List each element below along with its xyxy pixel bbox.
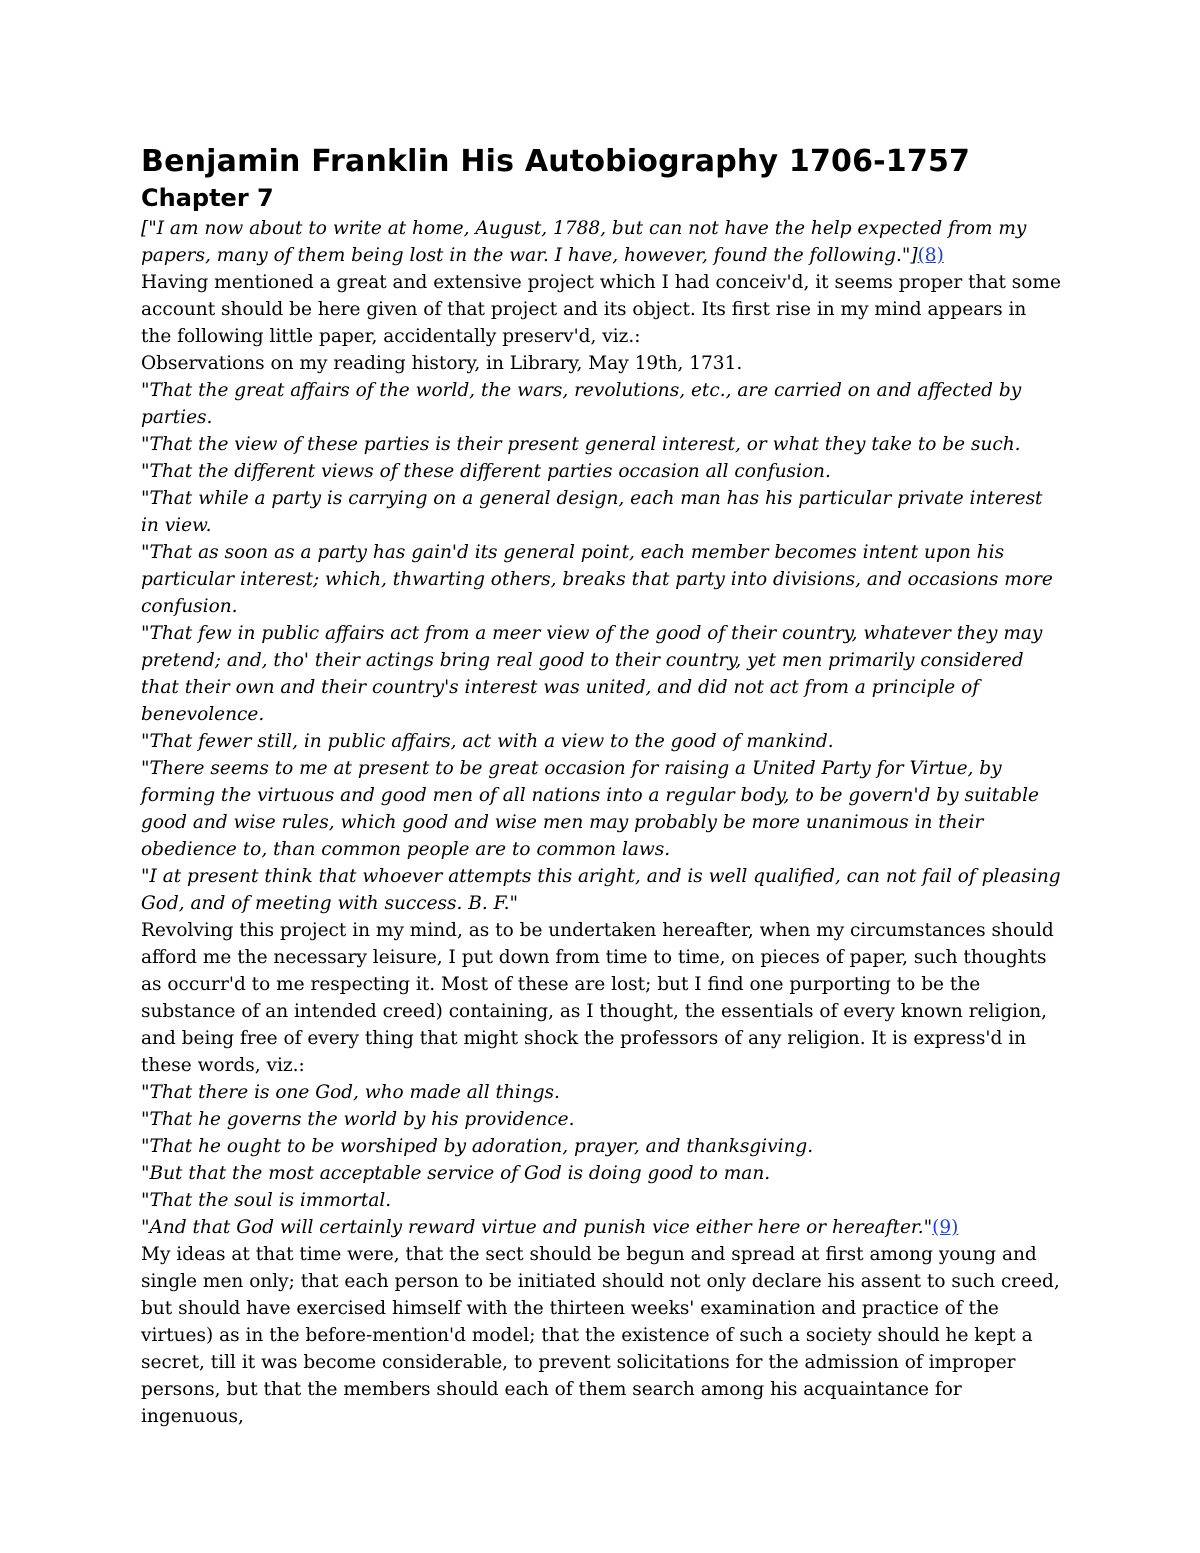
- creed-item: "That he governs the world by his providence.: [141, 1109, 575, 1130]
- paragraph: Having mentioned a great and extensive project which I had conceiv'd, it seems proper that some account should be here given of that project and its object. Its first rise in my mind appears in the following little paper, accidentally preserv'd, viz.:: [141, 272, 1061, 347]
- observation-item: "That the view of these parties is their present general interest, or what they take to be such.: [141, 434, 1021, 455]
- creed-item: "That he ought to be worshiped by adoration, prayer, and thanksgiving.: [141, 1136, 814, 1157]
- observation-item: "That as soon as a party has gain'd its general point, each member becomes intent upon his particular interest; which, thwarting others, breaks that party into divisions, and occasions more confusion.: [141, 542, 1053, 617]
- document-page: [141, 145, 1061, 1430]
- observation-item: "There seems to me at present to be great occasion for raising a United Party for Virtue, by forming the virtuous and good men of all nations into a regular body, to be govern'd by suitable good and wise rules, which good and wise men may probably be more unanimous in their obedience to, than common people are to common laws.: [141, 758, 1039, 860]
- observation-item: "I at present think that whoever attempts this aright, and is well qualified, can not fail of pleasing God, and of meeting with success. B. F.": [141, 866, 1061, 914]
- observation-item: "That few in public affairs act from a meer view of the good of their country, whatever they may pretend; and, tho' their actings bring real good to their country, yet men primarily considered that their own and their country's interest was united, and did not act from a principle of benevolence.: [141, 623, 1043, 725]
- creed-last-text: "And that God will certainly reward virtue and punish vice either here or hereafter.": [141, 1217, 933, 1238]
- creed-item: "That the soul is immortal.: [141, 1190, 392, 1211]
- creed-item: "That there is one God, who made all things.: [141, 1082, 560, 1103]
- intro-note: [141, 215, 1061, 269]
- paragraph: My ideas at that time were, that the sect should be begun and spread at first among young and single men only; that each person to be initiated should not only declare his assent to such creed, but should have exercised himself with the thirteen weeks' examination and practice of the virtues) as in the before-mention'd model; that the existence of such a society should he kept a secret, till it was become considerable, to prevent solicitations for the admission of improper persons, but that the members should each of them search among his acquaintance for ingenuous,: [141, 1244, 1060, 1427]
- document-body: [141, 215, 1061, 1430]
- chapter-heading: Chapter 7: [141, 184, 274, 212]
- observation-item: "That the different views of these different parties occasion all confusion.: [141, 461, 831, 482]
- document-title: Benjamin Franklin His Autobiography 1706-1757: [141, 144, 971, 179]
- intro-note-text: ["I am now about to write at home, August, 1788, but can not have the help expected from my papers, many of them being lost in the war. I have, however, found the following."]: [141, 218, 1027, 266]
- observation-item: "That the great affairs of the world, the wars, revolutions, etc., are carried on and affected by parties.: [141, 380, 1022, 428]
- creed-item-last: [141, 1214, 1061, 1241]
- paragraph: Observations on my reading history, in Library, May 19th, 1731.: [141, 353, 743, 374]
- observation-item: "That while a party is carrying on a general design, each man has his particular private interest in view.: [141, 488, 1043, 536]
- footnote-link-9[interactable]: (9): [932, 1217, 959, 1238]
- paragraph: Revolving this project in my mind, as to be undertaken hereafter, when my circumstances should afford me the necessary leisure, I put down from time to time, on pieces of paper, such thoughts as occurr'd to me respecting it. Most of these are lost; but I find one purporting to be the substance of an intended creed) containing, as I thought, the essentials of every known religion, and being free of every thing that might shock the professors of any religion. It is express'd in these words, viz.:: [141, 920, 1054, 1076]
- creed-item: "But that the most acceptable service of God is doing good to man.: [141, 1163, 771, 1184]
- footnote-link-8[interactable]: (8): [917, 245, 944, 266]
- observation-item: "That fewer still, in public affairs, act with a view to the good of mankind.: [141, 731, 834, 752]
